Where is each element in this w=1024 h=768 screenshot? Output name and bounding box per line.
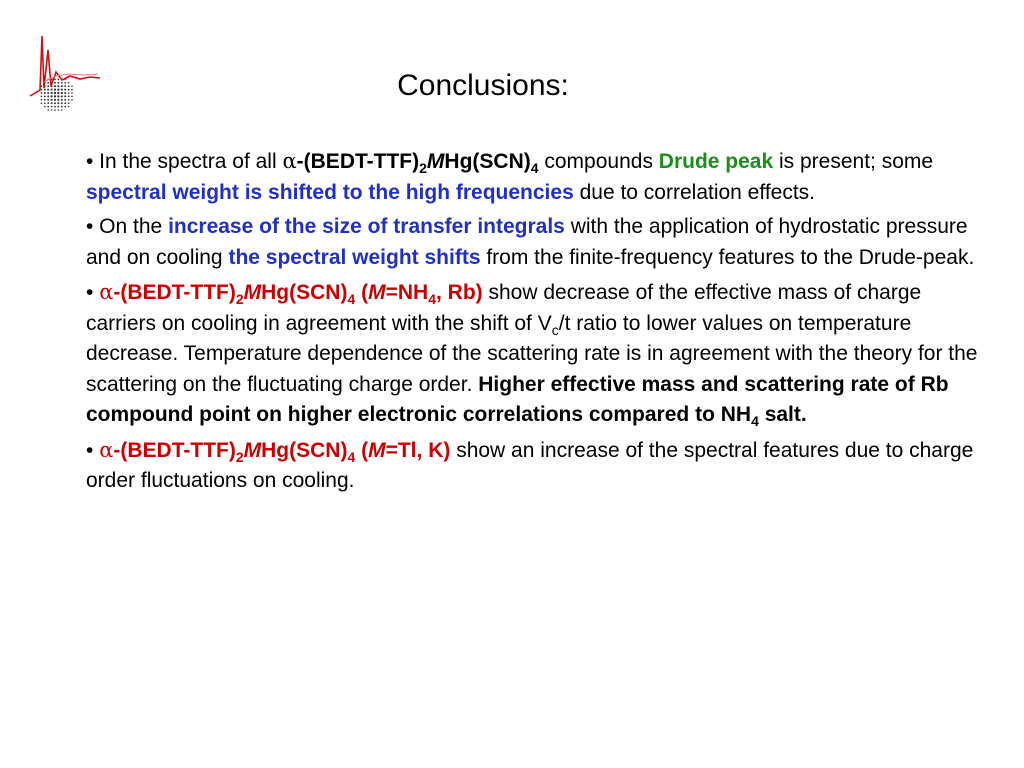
logo-dot	[47, 109, 49, 111]
formula-subscript: 2	[235, 448, 244, 465]
formula-part: (	[355, 281, 369, 304]
bullet-4-lead: •	[86, 438, 100, 462]
alpha-symbol: α	[282, 149, 297, 173]
highlight-weight-shifts: the spectral weight shifts	[228, 245, 481, 269]
bullet-1-lead: • In the spectra of all	[86, 150, 283, 173]
formula-metal-symbol: M	[243, 281, 262, 304]
bullet-1	[86, 146, 986, 208]
formula-subscript: 2	[235, 291, 244, 307]
bullet-1-text: due to correlation effects.	[573, 180, 816, 204]
bullet-2	[86, 212, 986, 273]
bold-conclusion-end: salt.	[758, 403, 807, 426]
alpha-symbol: α	[99, 280, 114, 304]
formula-part: -(BEDT-TTF)	[113, 281, 236, 304]
formula-subscript: 4	[751, 413, 759, 429]
formula-part: =Tl, K)	[385, 438, 451, 462]
formula-part: , Rb)	[436, 281, 483, 304]
formula-part: Hg(SCN)	[261, 281, 348, 304]
logo-dot	[51, 109, 53, 111]
bullet-1-text: is present; some	[773, 150, 934, 173]
formula-part: -(BEDT-TTF)	[113, 438, 236, 462]
bullet-3-lead: •	[86, 281, 100, 304]
highlight-transfer-integrals: increase of the size of transfer integrals	[168, 215, 565, 238]
logo-dot	[61, 109, 63, 111]
alpha-symbol: α	[99, 437, 114, 462]
logo-dot	[54, 109, 56, 111]
logo-dot	[64, 106, 66, 108]
vc-subscript: c	[551, 321, 559, 338]
formula-part: Hg(SCN)	[261, 438, 348, 462]
bullet-3-text: /t ratio to lower values on temperature decrease. Temperature dependence of the scattering rate is in agreement with the theory for the scattering on the fluctuating charge order.	[86, 311, 978, 396]
logo-dot	[68, 106, 70, 108]
formula-metal-symbol: M	[368, 438, 386, 462]
bullet-4-text: show an increase of the spectral features due to charge order fluctuations on cooling.	[86, 438, 974, 492]
formula-subscript: 4	[428, 291, 436, 307]
bullet-2-text: from the finite-frequency features to the Drude-peak.	[480, 245, 975, 269]
logo-dot	[58, 109, 60, 111]
bullet-3-text: show decrease of the effective mass of charge carriers on cooling in agreement with the shift of V	[86, 281, 922, 335]
highlight-drude-peak: Drude peak	[658, 150, 774, 173]
formula-subscript: 4	[347, 291, 356, 307]
formula-subscript: 2	[419, 160, 427, 176]
bullet-2-lead: • On the	[86, 215, 169, 238]
bold-conclusion: Higher effective mass and scattering rate of Rb compound point on higher electronic correlations compared to NH	[86, 372, 949, 426]
formula-part: =NH	[385, 281, 429, 304]
highlight-spectral-weight: spectral weight is shifted to the high frequencies	[86, 180, 574, 204]
logo-dot	[47, 106, 49, 108]
formula-metal-symbol: M	[368, 281, 386, 304]
formula-metal-symbol: M	[243, 438, 262, 462]
slide-title: Conclusions:	[397, 69, 569, 102]
formula-part: -(BEDT-TTF)	[296, 150, 420, 173]
logo-dot	[44, 106, 46, 108]
formula-part: (	[355, 438, 369, 462]
bullet-4	[86, 435, 986, 497]
formula-subscript: 4	[347, 448, 356, 465]
bullet-2-text: with the application of hydrostatic pressure and on cooling	[86, 215, 968, 269]
formula-metal-symbol: M	[426, 150, 445, 173]
bullet-1-text: compounds	[538, 150, 659, 173]
conclusions-list	[86, 146, 986, 501]
bullet-3	[86, 277, 986, 431]
formula-subscript: 4	[530, 160, 539, 176]
formula-part: Hg(SCN)	[444, 150, 531, 173]
